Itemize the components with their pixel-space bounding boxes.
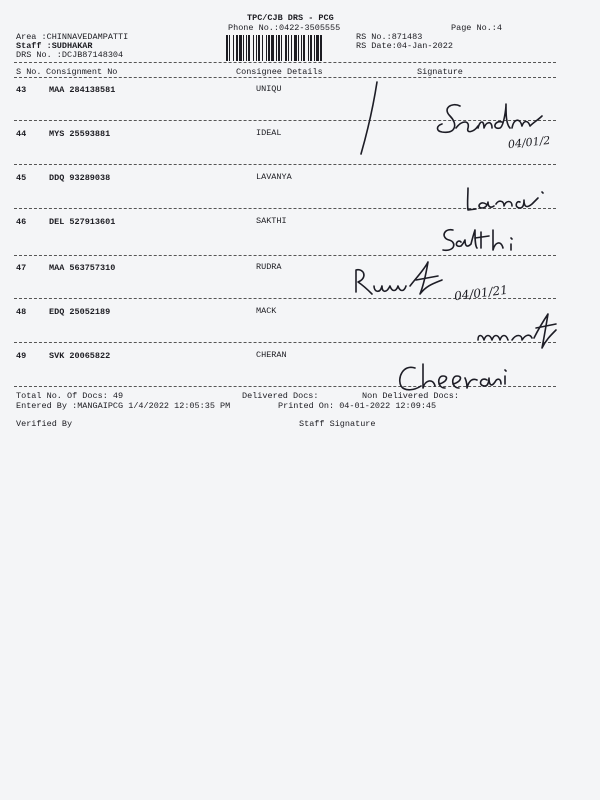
staff-signature-label: Staff Signature	[299, 419, 376, 429]
row-sno: 48	[16, 307, 27, 317]
staff-label: Staff :SUDHAKAR	[16, 41, 93, 51]
row-sno: 46	[16, 217, 27, 227]
barcode-image	[226, 35, 352, 61]
row-consignment: MAA 563757310	[49, 263, 116, 273]
row-sno: 49	[16, 351, 27, 361]
verified-by-label: Verified By	[16, 419, 73, 429]
row-consignee: RUDRA	[256, 262, 282, 272]
row-consignment: MYS 25593881	[49, 129, 111, 139]
non-delivered-docs: Non Delivered Docs:	[362, 391, 459, 401]
handwritten-stroke	[355, 78, 385, 158]
row-consignment: MAA 284138581	[49, 85, 116, 95]
signature-sakthi	[435, 226, 535, 258]
delivered-docs: Delivered Docs:	[242, 391, 319, 401]
row-consignee: CHERAN	[256, 350, 287, 360]
handwritten-date-47: 04/01/21	[453, 282, 509, 304]
row-consignee: IDEAL	[256, 128, 282, 138]
row-consignment: DDQ 93289038	[49, 173, 111, 183]
total-docs: Total No. Of Docs: 49	[16, 391, 124, 401]
row-consignment: SVK 20065822	[49, 351, 111, 361]
rs-number: RS No.:871483	[356, 32, 423, 42]
row-consignee: SAKTHI	[256, 216, 287, 226]
row-sno: 47	[16, 263, 27, 273]
row-consignee: UNIQU	[256, 84, 282, 94]
divider	[14, 77, 556, 78]
rs-date: RS Date:04-Jan-2022	[356, 41, 453, 51]
area-label: Area :CHINNAVEDAMPATTI	[16, 32, 129, 42]
signature-lavani	[462, 184, 552, 214]
column-header-signature: Signature	[417, 67, 463, 77]
printed-on: Printed On: 04-01-2022 12:09:45	[278, 401, 437, 411]
column-header-consignee: Consignee Details	[236, 67, 323, 77]
row-sno: 45	[16, 173, 27, 183]
row-consignee: LAVANYA	[256, 172, 292, 182]
divider	[14, 164, 556, 165]
drs-number: DRS No. :DCJB87148304	[16, 50, 124, 60]
phone-number: Phone No.:0422-3505555	[228, 23, 341, 33]
row-consignment: EDQ 25052189	[49, 307, 111, 317]
signature-sandhaan	[430, 98, 560, 158]
row-consignment: DEL 527913601	[49, 217, 116, 227]
signature-rumesh-47	[346, 256, 446, 302]
signature-cheran	[393, 360, 513, 394]
entered-by: Entered By :MANGAIPCG 1/4/2022 12:05:35 PM	[16, 401, 231, 411]
document-title: TPC/CJB DRS - PCG	[247, 13, 334, 23]
handwritten-date-44: 04/01/2	[507, 133, 551, 152]
divider	[14, 62, 556, 63]
row-sno: 43	[16, 85, 27, 95]
column-header-sno: S No.	[16, 67, 42, 77]
signature-rumesh-48	[472, 310, 562, 352]
column-header-consignment: Consignment No	[46, 67, 118, 77]
row-sno: 44	[16, 129, 27, 139]
row-consignee: MACK	[256, 306, 277, 316]
page-number: Page No.:4	[451, 23, 503, 33]
